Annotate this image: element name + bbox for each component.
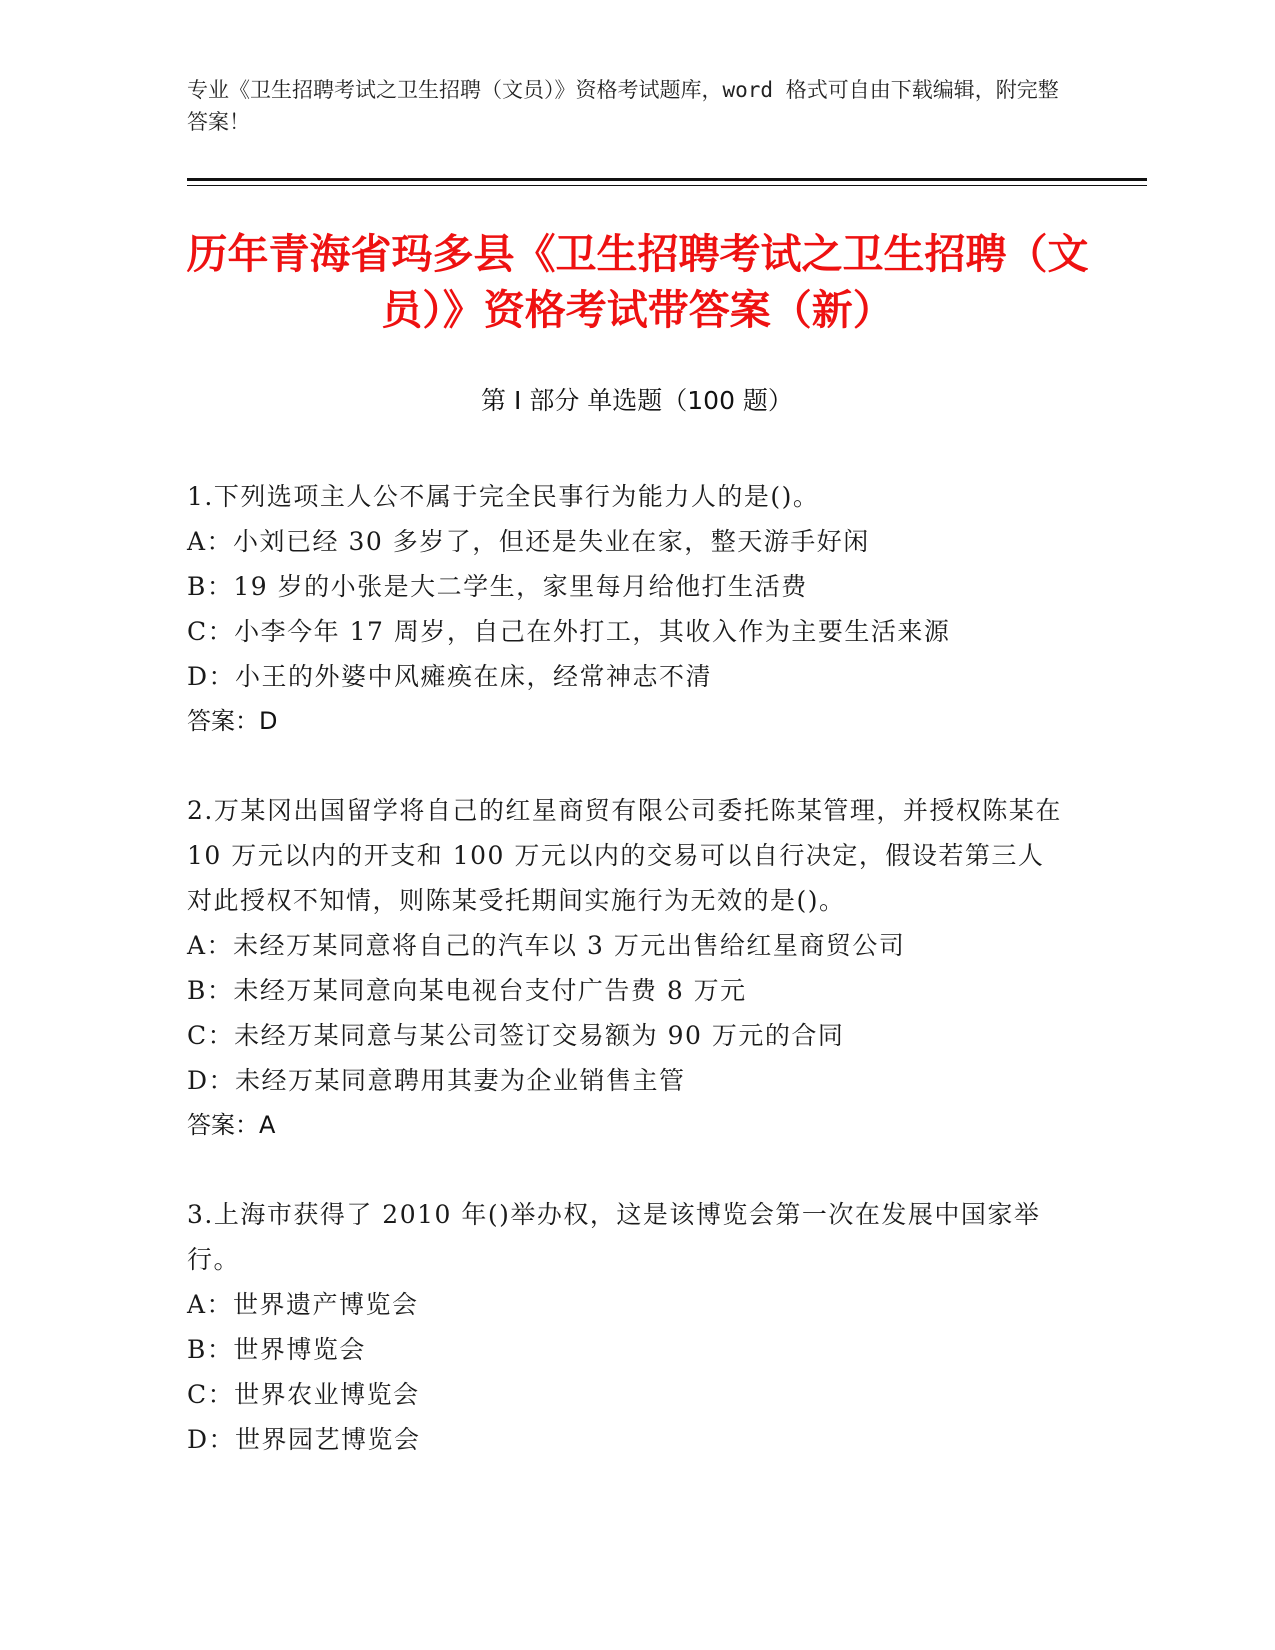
option-b: B：19 岁的小张是大二学生，家里每月给他打生活费 <box>187 572 808 601</box>
option-b: B：世界博览会 <box>187 1335 366 1364</box>
option-d: D：未经万某同意聘用其妻为企业销售主管 <box>187 1066 686 1095</box>
answer: 答案：D <box>187 707 278 735</box>
question-3 <box>187 1192 1067 1462</box>
question-1 <box>187 474 1067 744</box>
document-title: 历年青海省玛多县《卫生招聘考试之卫生招聘（文员）》资格考试带答案（新） <box>186 230 1089 334</box>
question-stem: 2.万某冈出国留学将自己的红星商贸有限公司委托陈某管理，并授权陈某在 10 万元以内的开支和 100 万元以内的交易可以自行决定，假设若第三人对此授权不知情，则陈某受托期间实施行为无效的是()。 <box>187 796 1062 915</box>
question-stem: 3.上海市获得了 2010 年()举办权，这是该博览会第一次在发展中国家举行。 <box>187 1200 1041 1274</box>
option-a: A：世界遗产博览会 <box>187 1290 419 1319</box>
question-list <box>187 474 1067 1506</box>
option-a: A：小刘已经 30 多岁了，但还是失业在家，整天游手好闲 <box>187 527 870 556</box>
header-rule-thin <box>187 185 1147 186</box>
section-title: 第 I 部分 单选题（100 题） <box>481 386 793 415</box>
option-c: C：世界农业博览会 <box>187 1380 420 1409</box>
question-stem: 1.下列选项主人公不属于完全民事行为能力人的是()。 <box>187 482 820 511</box>
option-d: D：小王的外婆中风瘫痪在床，经常神志不清 <box>187 662 713 691</box>
answer: 答案：A <box>187 1111 276 1139</box>
option-b: B：未经万某同意向某电视台支付广告费 8 万元 <box>187 976 747 1005</box>
question-2 <box>187 788 1067 1148</box>
option-d: D：世界园艺博览会 <box>187 1425 421 1454</box>
option-c: C：未经万某同意与某公司签订交易额为 90 万元的合同 <box>187 1021 845 1050</box>
option-c: C：小李今年 17 周岁，自己在外打工，其收入作为主要生活来源 <box>187 617 951 646</box>
header-rule-thick <box>187 178 1147 181</box>
header-note: 专业《卫生招聘考试之卫生招聘（文员）》资格考试题库，word 格式可自由下载编辑，附完整答案！ <box>187 78 1059 134</box>
option-a: A：未经万某同意将自己的汽车以 3 万元出售给红星商贸公司 <box>187 931 906 960</box>
